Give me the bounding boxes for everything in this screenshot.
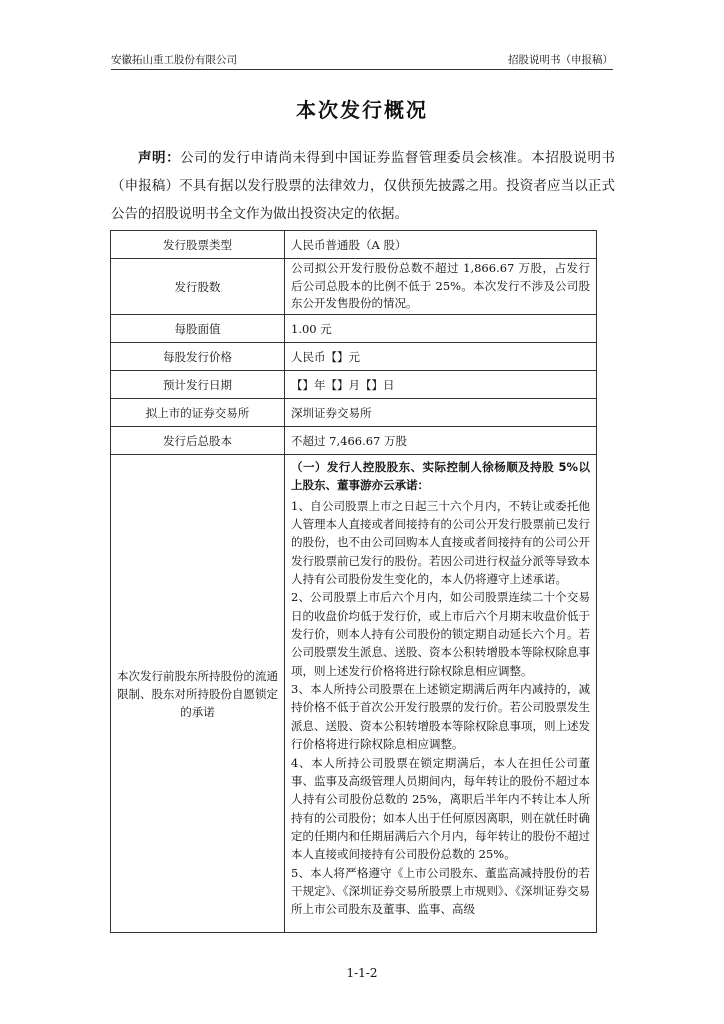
table-row xyxy=(111,343,597,371)
page-number: 1-1-2 xyxy=(346,966,378,980)
row-key: 每股发行价格 xyxy=(111,343,285,371)
lockup-paragraph: 3、本人所持公司股票在上述锁定期满后两年内减持的，减持价格不低于首次公开发行股票的发行价。若公司股票发生派息、送股、资本公积转增股本等除权除息事项，则上述发行价格将进行除权除息相应调整。 xyxy=(291,682,590,752)
row-value: 人民币【】元 xyxy=(285,343,597,371)
offering-overview-table xyxy=(110,230,597,933)
row-value: 深圳证券交易所 xyxy=(285,399,597,427)
page-title: 本次发行概况 xyxy=(296,98,428,122)
row-key: 拟上市的证券交易所 xyxy=(111,399,285,427)
row-key: 发行股数 xyxy=(111,259,285,315)
table-row xyxy=(111,399,597,427)
table-row xyxy=(111,427,597,455)
statement-paragraph xyxy=(111,144,615,228)
table-row xyxy=(111,315,597,343)
lockup-commitments xyxy=(285,455,597,933)
row-value: 1.00 元 xyxy=(285,315,597,343)
row-key: 发行后总股本 xyxy=(111,427,285,455)
row-value: 公司拟公开发行股份总数不超过 1,866.67 万股，占发行后公司总股本的比例不低于 25%。本次发行不涉及公司股东公开发售股份的情况。 xyxy=(285,259,597,315)
lockup-paragraph: 4、本人所持公司股票在锁定期满后，本人在担任公司董事、监事及高级管理人员期间内，每年转让的股份不超过本人持有公司股份总数的 25%，离职后半年内不转让本人所持有的公司股份；如本人出于任何原因离职，则在就任时确定的任期内和任期届满后六个月内，每年转让的股份不超过本人直接或间接持有公司股份总数的 25%。 xyxy=(291,755,590,862)
row-key: 发行股票类型 xyxy=(111,231,285,259)
header-doc-title: 招股说明书（申报稿） xyxy=(508,54,613,66)
row-key: 每股面值 xyxy=(111,315,285,343)
table-row xyxy=(111,259,597,315)
statement-text: 公司的发行申请尚未得到中国证券监督管理委员会核准。本招股说明书（申报稿）不具有据以发行股票的法律效力，仅供预先披露之用。投资者应当以正式公告的招股说明书全文作为做出投资决定的依据。 xyxy=(111,150,616,222)
row-value: 人民币普通股（A 股） xyxy=(285,231,597,259)
running-header xyxy=(111,51,613,70)
statement-label: 声明： xyxy=(138,150,181,166)
row-value: 不超过 7,466.67 万股 xyxy=(285,427,597,455)
table-row-lockup xyxy=(111,455,597,933)
lockup-paragraph: 2、公司股票上市后六个月内，如公司股票连续二十个交易日的收盘价均低于发行价，或上市后六个月期末收盘价低于发行价，则本人持有公司股份的锁定期自动延长六个月。若公司股票发生派息、送股、资本公积转增股本等除权除息事项，则上述发行价格将进行除权除息相应调整。 xyxy=(291,590,590,678)
lockup-key: 本次发行前股东所持股份的流通限制、股东对所持股份自愿锁定的承诺 xyxy=(111,455,285,933)
row-value: 【】年【】月【】日 xyxy=(285,371,597,399)
lockup-lead: （一）发行人控股股东、实际控制人徐杨顺及持股 5%以上股东、董事游亦云承诺： xyxy=(291,460,590,493)
table-row xyxy=(111,231,597,259)
lockup-paragraph: 1、自公司股票上市之日起三十六个月内，不转让或委托他人管理本人直接或者间接持有的公司公开发行股票前已发行的股份，也不由公司回购本人直接或者间接持有的公司公开发行股票前已发行的股份。若因公司进行权益分派等导致本人持有公司股份发生变化的，本人仍将遵守上述承诺。 xyxy=(291,498,590,587)
header-company: 安徽拓山重工股份有限公司 xyxy=(111,54,237,66)
lockup-paragraph: 5、本人将严格遵守《上市公司股东、董监高减持股份的若干规定》、《深圳证券交易所股票上市规则》、《深圳证券交易所上市公司股东及董事、监事、高级 xyxy=(291,865,590,917)
row-key: 预计发行日期 xyxy=(111,371,285,399)
table-row xyxy=(111,371,597,399)
